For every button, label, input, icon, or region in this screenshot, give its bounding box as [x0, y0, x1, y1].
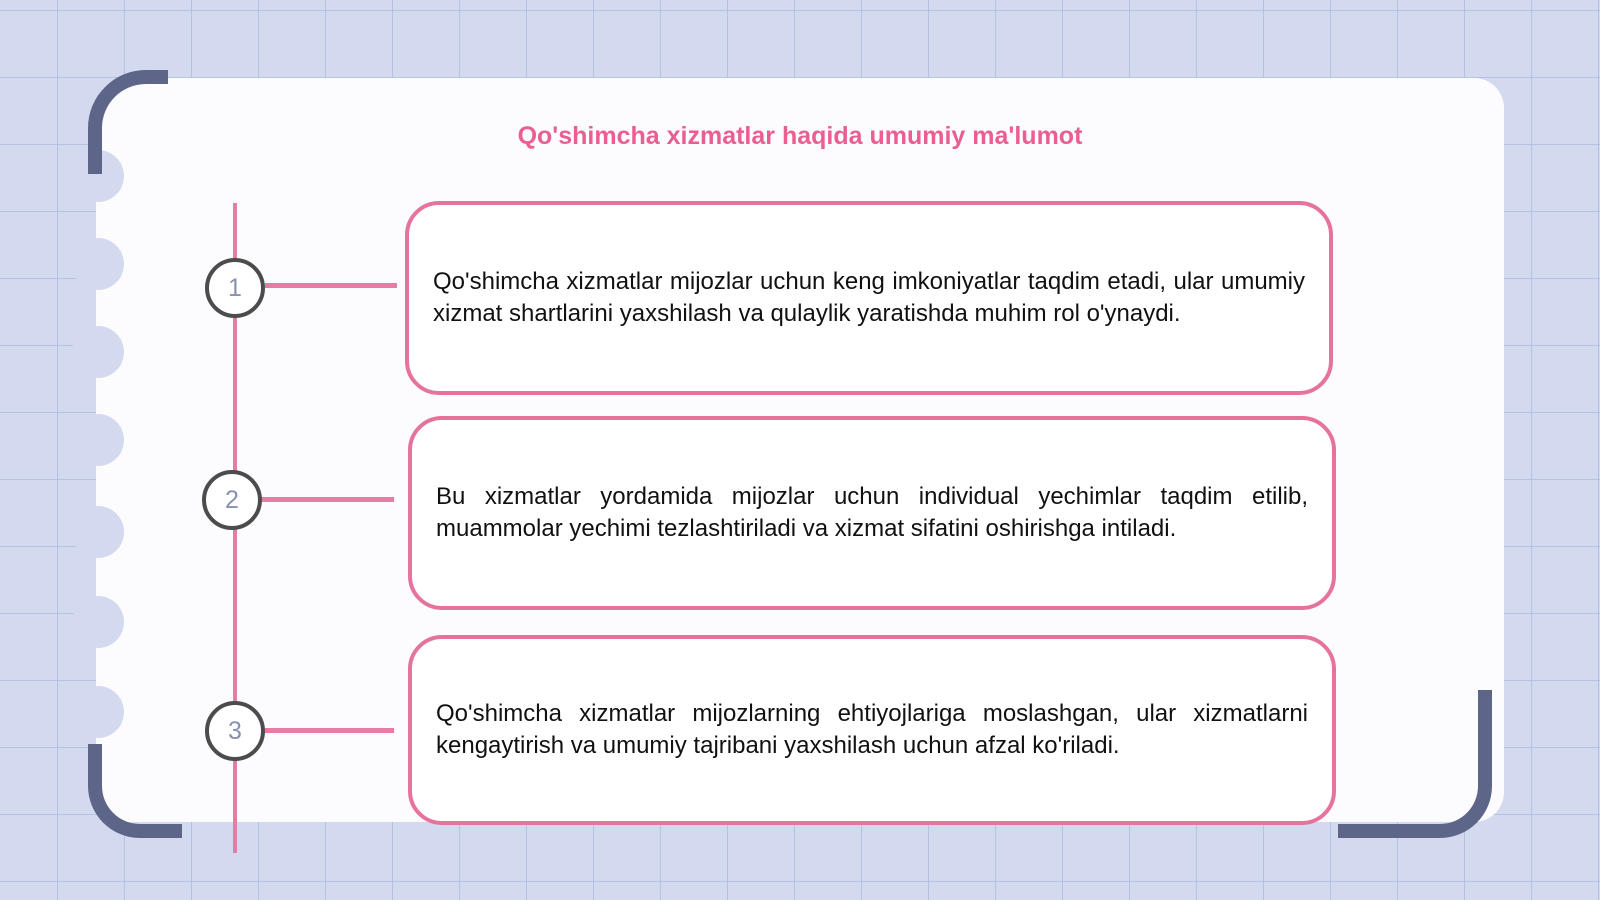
- frame-corner-bottom-left: [88, 744, 182, 838]
- step-3-number-circle: [205, 701, 265, 761]
- paper-notch: [72, 238, 124, 290]
- step-1-text: Qo'shimcha xizmatlar mijozlar uchun keng imkoniyatlar taqdim etadi, ular umumiy xizmat shartlarini yaxshilash va qulaylik yaratishda muhim rol o'ynaydi.: [433, 268, 1305, 327]
- paper-notch: [72, 414, 124, 466]
- slide-title: Qo'shimcha xizmatlar haqida umumiy ma'lumot: [517, 122, 1083, 150]
- step-3-card: [408, 635, 1336, 825]
- step-2-text: Bu xizmatlar yordamida mijozlar uchun individual yechimlar taqdim etilib, muammolar yechimi tezlashtiriladi va xizmat sifatini oshirishga intiladi.: [436, 483, 1308, 542]
- step-3-connector: [265, 728, 394, 733]
- step-1-number-circle: [205, 258, 265, 318]
- step-1-connector: [265, 283, 397, 288]
- step-1-card: [405, 201, 1333, 395]
- step-3-text: Qo'shimcha xizmatlar mijozlarning ehtiyojlariga moslashgan, ular xizmatlarni kengaytirish va umumiy tajribani yaxshilash uchun afzal ko'riladi.: [436, 700, 1308, 759]
- paper-notch: [72, 326, 124, 378]
- step-1-number: 1: [228, 273, 242, 302]
- step-2-card: [408, 416, 1336, 610]
- paper-notch: [72, 506, 124, 558]
- step-2-number: 2: [225, 485, 239, 514]
- paper-notch: [72, 596, 124, 648]
- frame-corner-top-left: [88, 70, 168, 174]
- frame-corner-bottom-right: [1338, 690, 1492, 838]
- step-2-number-circle: [202, 470, 262, 530]
- step-3-number: 3: [228, 716, 242, 745]
- step-2-connector: [262, 497, 394, 502]
- paper-notch: [72, 686, 124, 738]
